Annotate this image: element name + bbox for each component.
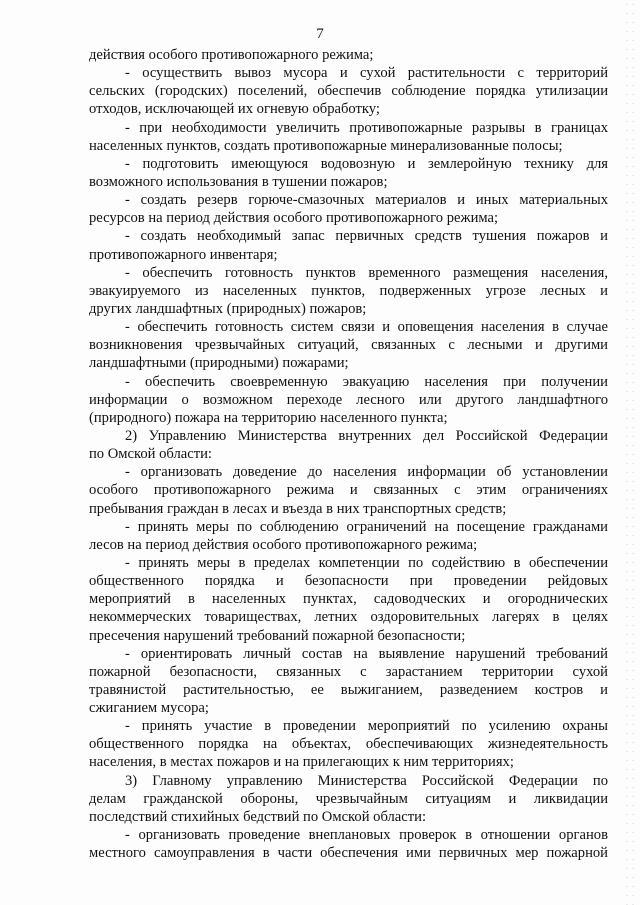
text-line: 3) Главному управлению Министерства Российской Федерации по: [125, 772, 608, 789]
text-line: отходов, исключающей их огневую обработку;: [89, 101, 380, 118]
text-line: других ландшафтных (природных) пожаров;: [89, 300, 367, 317]
text-line: последствий стихийных бедствий по Омской области:: [89, 808, 427, 825]
text-line: пресечения нарушений требований пожарной безопасности;: [89, 627, 466, 644]
text-line: сельских (городских) поселений, обеспечив соблюдение порядка утилизации: [89, 83, 608, 100]
page-number: 7: [316, 26, 324, 42]
text-line: лесов на период действия особого противопожарного режима;: [89, 536, 478, 553]
text-line: местного самоуправления в части обеспечения ими первичных мер пожарной: [89, 845, 608, 862]
text-line: 2) Управлению Министерства внутренних дел Российской Федерации: [125, 427, 608, 444]
text-line: по Омской области:: [89, 446, 212, 463]
text-line: мероприятий в населенных пунктах, садоводческих и огороднических: [89, 591, 608, 608]
text-line: общественного порядка на объектах, обеспечивающих жизнедеятельность: [89, 736, 608, 753]
text-line: ландшафтными (природными) пожарами;: [89, 355, 349, 372]
text-line: травянистой растительностью, ее выжиганием, разведением костров и: [89, 681, 608, 698]
text-line: - создать необходимый запас первичных средств тушения пожаров и: [125, 228, 608, 245]
text-line: общественного порядка и безопасности при проведении рейдовых: [89, 573, 608, 590]
text-line: - обеспечить готовность пунктов временного размещения населения,: [125, 264, 608, 281]
text-line: - организовать проведение внеплановых проверок в отношении органов: [125, 827, 608, 844]
document-body: [89, 46, 608, 862]
text-line: - обеспечить готовность систем связи и оповещения населения в случае: [125, 319, 608, 336]
text-line: сжиганием мусора;: [89, 700, 209, 717]
text-line: - принять меры по соблюдению ограничений на посещение гражданами: [125, 518, 608, 535]
text-line: - подготовить имеющуюся водовозную и землеройную технику для: [125, 155, 608, 172]
text-line: населения, в местах пожаров и на прилегающих к ним территориях;: [89, 754, 514, 771]
text-line: пожарной безопасности, связанных с зарастанием территории сухой: [89, 663, 608, 680]
text-line: - ориентировать личный состав на выявление нарушений требований: [125, 645, 608, 662]
text-line: ресурсов на период действия особого противопожарного режима;: [89, 210, 499, 227]
text-line: (природного) пожара на территорию населенного пункта;: [89, 409, 448, 426]
text-line: возникновения чрезвычайных ситуаций, связанных с лесными и другими: [89, 337, 608, 354]
text-line: населенных пунктов, создать противопожарные минерализованные полосы;: [89, 137, 563, 154]
text-line: действия особого противопожарного режима;: [89, 47, 374, 63]
text-line: особого противопожарного режима и связанных с этим ограничениях: [89, 482, 608, 499]
scan-edge-noise: [624, 0, 634, 905]
text-line: эвакуируемого из населенных пунктов, подверженных угрозе лесных и: [89, 282, 608, 299]
text-line: - принять меры в пределах компетенции по содействию в обеспечении: [125, 554, 608, 571]
text-line: некоммерческих товариществах, летних оздоровительных лагерях в целях: [89, 609, 608, 626]
text-line: противопожарного инвентаря;: [89, 246, 278, 263]
text-line: пребывания граждан в лесах и въезда в них транспортных средств;: [89, 500, 507, 517]
text-line: - осуществить вывоз мусора и сухой растительности с территорий: [125, 65, 608, 82]
text-line: - создать резерв горюче-смазочных материалов и иных материальных: [125, 192, 608, 209]
text-line: - организовать доведение до населения информации об установлении: [125, 464, 608, 481]
text-line: возможного использования в тушении пожаров;: [89, 173, 388, 190]
text-line: информации о возможном переходе лесного или другого ландшафтного: [89, 391, 608, 408]
text-line: - при необходимости увеличить противопожарные разрывы в границах: [125, 119, 608, 136]
text-line: делам гражданской обороны, чрезвычайным ситуациям и ликвидации: [89, 790, 608, 807]
text-line: - принять участие в проведении мероприятий по усилению охраны: [125, 718, 608, 735]
text-line: - обеспечить своевременную эвакуацию населения при получении: [125, 373, 608, 390]
